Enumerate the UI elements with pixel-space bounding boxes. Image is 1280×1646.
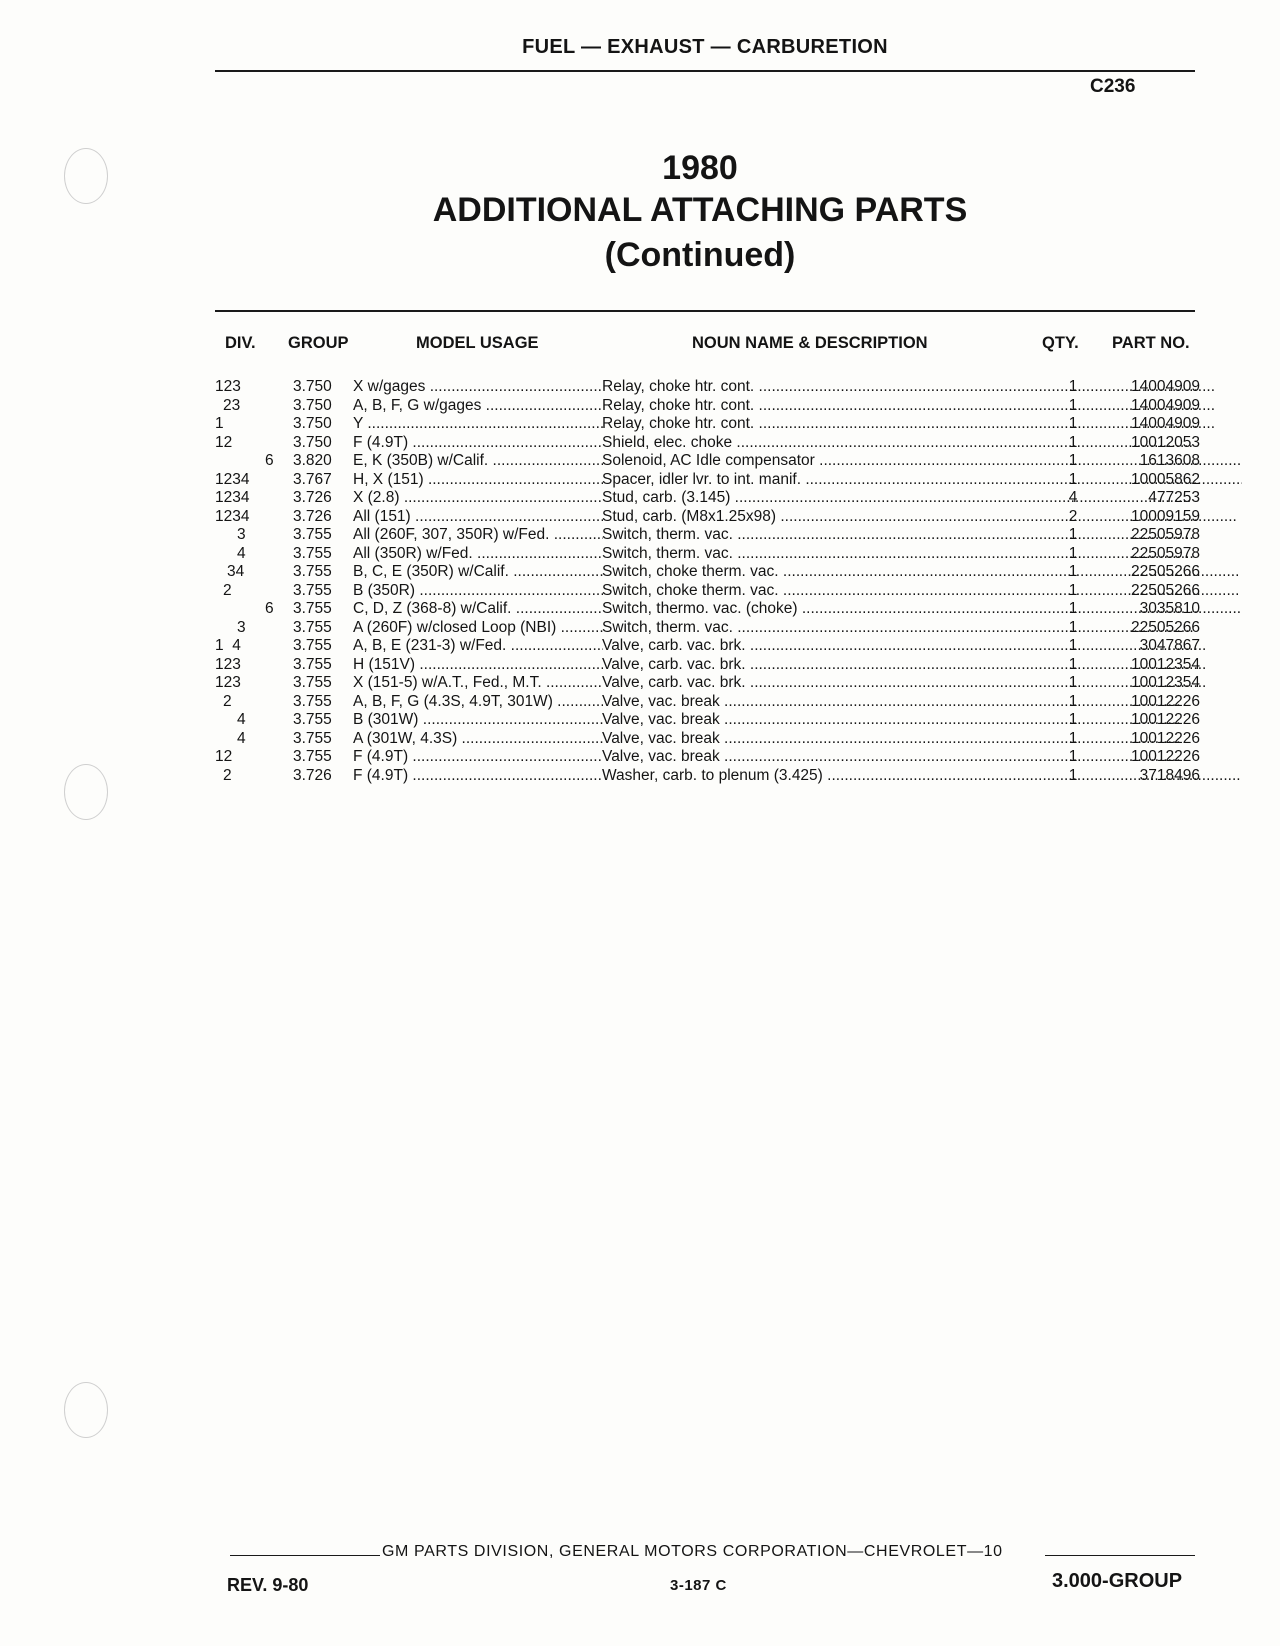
- section-title: FUEL — EXHAUST — CARBURETION: [522, 36, 888, 58]
- cell-noun-name: Switch, choke therm. vac. .....: [602, 582, 1242, 601]
- cell-part-no: 10009159: [1131, 507, 1200, 525]
- cell-div: 3: [237, 526, 246, 543]
- cell-group: 3.726: [293, 489, 332, 506]
- table-row: [215, 489, 1200, 508]
- cell-qty: 1: [1068, 748, 1078, 765]
- cell-div: 12: [215, 433, 233, 451]
- cell-part-no: 10012226: [1131, 711, 1200, 728]
- cell-qty: 1: [1068, 655, 1078, 673]
- table-row: [215, 378, 1200, 397]
- cell-model-usage: C, D, Z (368-8) w/Calif. .....: [353, 600, 603, 619]
- table-row: [215, 526, 1200, 545]
- cell-qty: 1: [1068, 415, 1078, 432]
- cell-part-no: 22505266: [1131, 563, 1200, 580]
- cell-qty: 1: [1068, 711, 1078, 728]
- column-header-div: DIV.: [225, 334, 256, 352]
- cell-noun-name: Switch, therm. vac. .....: [602, 545, 1242, 564]
- cell-group: 3.755: [293, 748, 332, 765]
- table-row: [215, 452, 1200, 471]
- cell-div: 4: [237, 729, 246, 747]
- cell-model-usage: H, X (151) .....: [353, 471, 603, 490]
- cell-part-no: 14004909: [1131, 378, 1200, 395]
- cell-group: 3.755: [293, 544, 332, 562]
- cell-model-usage: X w/gages .....: [353, 378, 603, 397]
- cell-model-usage: B, C, E (350R) w/Calif. .....: [353, 563, 603, 582]
- cell-noun-name: Switch, choke therm. vac. .....: [602, 563, 1242, 582]
- cell-part-no: 10005862: [1131, 470, 1200, 488]
- cell-group: 3.755: [293, 563, 332, 580]
- page-code: C236: [1090, 76, 1136, 97]
- cell-qty: 2: [1068, 507, 1078, 525]
- cell-model-usage: X (2.8) .....: [353, 489, 603, 508]
- cell-div: 2: [223, 581, 232, 599]
- cell-part-no: 22505978: [1131, 526, 1200, 543]
- cell-noun-name: Relay, choke htr. cont. .....: [602, 415, 1242, 434]
- cell-qty: 1: [1068, 452, 1078, 469]
- cell-noun-name: Valve, carb. vac. brk. .....: [602, 656, 1242, 675]
- cell-noun-name: Valve, carb. vac. brk. .....: [602, 637, 1242, 656]
- cell-qty: 1: [1068, 526, 1078, 543]
- header-rule: [215, 70, 1195, 72]
- cell-group: 3.755: [293, 674, 332, 691]
- cell-noun-name: Valve, carb. vac. brk. .....: [602, 674, 1242, 693]
- cell-div: 1: [215, 415, 224, 432]
- cell-div: 6: [265, 600, 274, 617]
- cell-part-no: 14004909: [1131, 396, 1200, 414]
- footer-rule-left: [230, 1555, 380, 1556]
- title-block: [340, 148, 1060, 278]
- cell-group: 3.755: [293, 600, 332, 617]
- cell-model-usage: A, B, E (231-3) w/Fed. .....: [353, 637, 603, 656]
- cell-group: 3.755: [293, 581, 332, 599]
- cell-div: 23: [223, 396, 241, 414]
- cell-group: 3.726: [293, 507, 332, 525]
- cell-group: 3.755: [293, 655, 332, 673]
- table-header-rule: [215, 310, 1195, 312]
- cell-noun-name: Washer, carb. to plenum (3.425) .....: [602, 767, 1242, 786]
- table-row: [215, 692, 1200, 712]
- cell-qty: 4: [1068, 489, 1078, 506]
- title-year: 1980: [662, 149, 738, 187]
- table-row: [215, 544, 1200, 564]
- cell-group: 3.750: [293, 415, 332, 432]
- cell-part-no: 10012226: [1131, 729, 1200, 747]
- cell-noun-name: Valve, vac. break .....: [602, 730, 1242, 749]
- cell-group: 3.750: [293, 378, 332, 395]
- cell-qty: 1: [1068, 433, 1078, 451]
- cell-model-usage: F (4.9T) .....: [353, 767, 603, 786]
- cell-model-usage: All (350R) w/Fed. .....: [353, 545, 603, 564]
- cell-part-no: 10012354: [1131, 674, 1200, 691]
- table-row: [215, 711, 1200, 730]
- cell-part-no: 22505266: [1131, 618, 1200, 636]
- cell-div: 1 4: [215, 637, 241, 654]
- cell-div: 6: [265, 452, 274, 469]
- cell-part-no: 22505266: [1131, 581, 1200, 599]
- cell-div: 1234: [215, 507, 250, 525]
- table-row: [215, 618, 1200, 638]
- footer-publisher: GM PARTS DIVISION, GENERAL MOTORS CORPORATION—CHEVROLET—10: [382, 1543, 1003, 1560]
- cell-div: 34: [227, 563, 245, 580]
- cell-qty: 1: [1068, 729, 1078, 747]
- cell-group: 3.755: [293, 637, 332, 654]
- cell-group: 3.750: [293, 433, 332, 451]
- cell-part-no: 10012226: [1131, 692, 1200, 710]
- cell-model-usage: A (301W, 4.3S) .....: [353, 730, 603, 749]
- page-number: 3-187 C: [670, 1577, 727, 1594]
- cell-noun-name: Relay, choke htr. cont. .....: [602, 378, 1242, 397]
- cell-noun-name: Spacer, idler lvr. to int. manif. .....: [602, 471, 1242, 490]
- cell-group: 3.750: [293, 396, 332, 414]
- cell-noun-name: Switch, therm. vac. .....: [602, 526, 1242, 545]
- cell-qty: 1: [1068, 674, 1078, 691]
- cell-noun-name: Valve, vac. break .....: [602, 748, 1242, 767]
- cell-part-no: 3718496: [1139, 766, 1200, 784]
- table-row: [215, 507, 1200, 527]
- cell-model-usage: B (350R) .....: [353, 582, 603, 601]
- cell-model-usage: A (260F) w/closed Loop (NBI) .....: [353, 619, 603, 638]
- title-main: ADDITIONAL ATTACHING PARTS: [432, 191, 968, 229]
- cell-qty: 1: [1068, 618, 1078, 636]
- cell-noun-name: Switch, therm. vac. .....: [602, 619, 1242, 638]
- cell-model-usage: F (4.9T) .....: [353, 748, 603, 767]
- column-header-qty: QTY.: [1042, 334, 1079, 352]
- cell-noun-name: Stud, carb. (M8x1.25x98) .....: [602, 508, 1242, 527]
- cell-model-usage: B (301W) .....: [353, 711, 603, 730]
- revision-label: REV. 9-80: [227, 1575, 309, 1595]
- column-header-model-usage: MODEL USAGE: [416, 334, 539, 352]
- cell-group: 3.726: [293, 766, 332, 784]
- cell-part-no: 10012354: [1131, 655, 1200, 673]
- table-row: [215, 581, 1200, 601]
- cell-div: 123: [215, 378, 241, 395]
- cell-noun-name: Valve, vac. break .....: [602, 693, 1242, 712]
- table-row: [215, 637, 1200, 656]
- cell-part-no: 1613608: [1139, 452, 1200, 469]
- cell-qty: 1: [1068, 378, 1078, 395]
- cell-model-usage: All (151) .....: [353, 508, 603, 527]
- cell-group: 3.820: [293, 452, 332, 469]
- table-row: [215, 396, 1200, 416]
- cell-part-no: 10012053: [1131, 433, 1200, 451]
- cell-group: 3.755: [293, 526, 332, 543]
- table-row: [215, 563, 1200, 582]
- cell-div: 1234: [215, 489, 250, 506]
- cell-qty: 1: [1068, 396, 1078, 414]
- cell-part-no: 14004909: [1131, 415, 1200, 432]
- cell-div: 12: [215, 748, 233, 765]
- group-label: 3.000-GROUP: [1052, 1570, 1183, 1592]
- cell-part-no: 10012226: [1131, 748, 1200, 765]
- footer-rule-right: [1045, 1555, 1195, 1556]
- table-row: [215, 729, 1200, 749]
- cell-qty: 1: [1068, 563, 1078, 580]
- table-row: [215, 470, 1200, 490]
- cell-noun-name: Switch, thermo. vac. (choke) .....: [602, 600, 1242, 619]
- punch-hole-bottom: [64, 1382, 108, 1438]
- cell-model-usage: Y .....: [353, 415, 603, 434]
- cell-group: 3.767: [293, 470, 332, 488]
- column-header-group: GROUP: [288, 334, 349, 352]
- cell-model-usage: H (151V) .....: [353, 656, 603, 675]
- title-sub: (Continued): [604, 236, 796, 274]
- cell-qty: 1: [1068, 766, 1078, 784]
- cell-qty: 1: [1068, 692, 1078, 710]
- cell-model-usage: A, B, F, G (4.3S, 4.9T, 301W) .....: [353, 693, 603, 712]
- cell-model-usage: F (4.9T) .....: [353, 434, 603, 453]
- column-header-part-no: PART NO.: [1112, 334, 1190, 352]
- cell-div: 123: [215, 674, 241, 691]
- cell-qty: 1: [1068, 544, 1078, 562]
- cell-div: 1234: [215, 470, 250, 488]
- cell-group: 3.755: [293, 618, 332, 636]
- cell-group: 3.755: [293, 711, 332, 728]
- cell-noun-name: Relay, choke htr. cont. .....: [602, 397, 1242, 416]
- punch-hole-middle: [64, 764, 108, 820]
- parts-table: [215, 378, 1200, 785]
- cell-qty: 1: [1068, 581, 1078, 599]
- column-header-noun-name: NOUN NAME & DESCRIPTION: [692, 334, 928, 352]
- cell-model-usage: X (151-5) w/A.T., Fed., M.T. .....: [353, 674, 603, 693]
- cell-qty: 1: [1068, 637, 1078, 654]
- cell-group: 3.755: [293, 729, 332, 747]
- cell-noun-name: Valve, vac. break .....: [602, 711, 1242, 730]
- cell-div: 123: [215, 655, 241, 673]
- table-row: [215, 748, 1200, 767]
- cell-div: 2: [223, 766, 232, 784]
- cell-div: 3: [237, 618, 246, 636]
- cell-noun-name: Stud, carb. (3.145) .....: [602, 489, 1242, 508]
- cell-noun-name: Solenoid, AC Idle compensator .....: [602, 452, 1242, 471]
- cell-div: 2: [223, 692, 232, 710]
- cell-model-usage: E, K (350B) w/Calif. .....: [353, 452, 603, 471]
- cell-part-no: 3047867: [1139, 637, 1200, 654]
- cell-qty: 1: [1068, 600, 1078, 617]
- cell-part-no: 3035810: [1139, 600, 1200, 617]
- punch-hole-top: [64, 148, 108, 204]
- table-row: [215, 674, 1200, 693]
- cell-model-usage: A, B, F, G w/gages .....: [353, 397, 603, 416]
- cell-model-usage: All (260F, 307, 350R) w/Fed. .....: [353, 526, 603, 545]
- cell-part-no: 477253: [1148, 489, 1200, 506]
- table-row: [215, 766, 1200, 786]
- cell-div: 4: [237, 544, 246, 562]
- table-row: [215, 433, 1200, 453]
- table-row: [215, 655, 1200, 675]
- table-row: [215, 600, 1200, 619]
- cell-qty: 1: [1068, 470, 1078, 488]
- cell-part-no: 22505978: [1131, 544, 1200, 562]
- cell-div: 4: [237, 711, 246, 728]
- table-row: [215, 415, 1200, 434]
- cell-group: 3.755: [293, 692, 332, 710]
- cell-noun-name: Shield, elec. choke .....: [602, 434, 1242, 453]
